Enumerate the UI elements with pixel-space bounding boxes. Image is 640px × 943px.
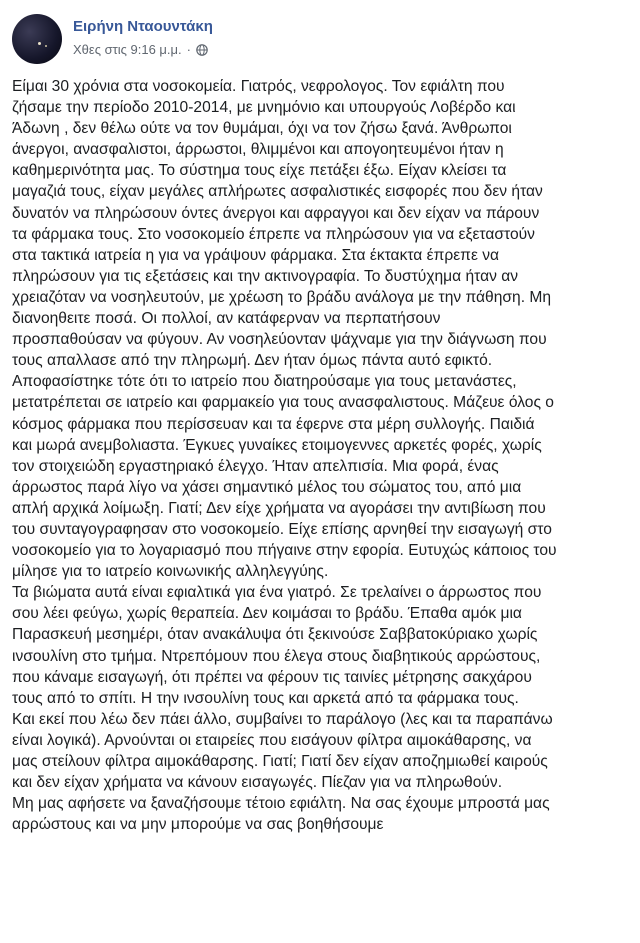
post-text-line: τους απαλλασε από την πληρωμή. Δεν ήταν όμως πάντα αυτό εφικτό. — [12, 352, 493, 370]
meta-separator: · — [186, 42, 191, 57]
post-text-line: τα φάρμακα τους. Στο νοσοκομείο έπρεπε να πληρώσουν για να εξεταστούν — [12, 225, 535, 243]
post-text-line: άνεργοι, ανασφαλιστοι, άρρωστοι, θλιμμένοι και απογοητευμένοι ήταν η — [12, 141, 504, 159]
post-text-line: Άδωνη , δεν θέλω ούτε να τον θυμάμαι, όχι να τον ζήσω ξανά. Άνθρωποι — [12, 120, 512, 138]
post-body — [12, 76, 628, 835]
post-text-line: ινσουλίνη στο τμήμα. Ντρεπόμουν που έλεγα στους διαβητικούς αρρώστους, — [12, 647, 541, 665]
post-timestamp[interactable]: Χθες στις 9:16 μ.μ. — [73, 42, 182, 57]
post-header — [12, 14, 628, 64]
post-text-line: χρειαζόταν να νοσηλευτούν, με χρέωση το βράδυ ανάλογα με την πάθηση. Μη — [12, 288, 552, 306]
post-text-line: και μωρά ανεμβολιαστα. Έγκυες γυναίκες ετοιμογεννες αρκετές φορές, χωρίς — [12, 436, 542, 454]
post-text-line: Παρασκευή μεσημέρι, όταν ανακάλυψα ότι ξεκινούσε Σαββατοκύριακο χωρίς — [12, 626, 538, 644]
post-text-line: τους από το σπίτι. Η την ινσουλίνη τους και αρκετά από τα φάρμακα τους. — [12, 689, 519, 707]
post-text-line: και δεν είχαν χρήματα να κάνουν εισαγωγές. Πίεζαν για να πληρωθούν. — [12, 774, 503, 792]
post-text-line: άρρωστος παρά λίγο να χάσει σημαντικό μέλος του σώματος του, από μια — [12, 478, 522, 496]
post-text-line: Μη μας αφήσετε να ξαναζήσουμε τέτοιο εφιάλτη. Να σας έχουμε μπροστά μας — [12, 795, 550, 813]
post-text-line: ζήσαμε την περίοδο 2010-2014, με μνημόνιο και υπουργούς Λοβέρδο και — [12, 99, 516, 117]
author-name[interactable]: Ειρήνη Νταουντάκη — [73, 18, 213, 35]
avatar-detail — [45, 45, 47, 47]
post-text-line: μετατρέπεται σε ιατρείο και φαρμακείο για τους ανασφαλιστους. Μάζευε όλος ο — [12, 394, 554, 412]
post-text-line: διανοηθειτε ποσά. Οι πολλοί, αν κατάφερναν να περπατήσουν — [12, 310, 441, 328]
post-text-line: του συνταγογραφησαν στο νοσοκομείο. Είχε επίσης αρνηθεί την εισαγωγή στο — [12, 520, 552, 538]
post-text-line: προσπαθούσαν να φύγουν. Αν νοσηλεύονταν ψάχναμε για την διάγνωση που — [12, 331, 547, 349]
post-text-line: που κάναμε εισαγωγή, ότι πρέπει να φέρουν τις ταινίες μέτρησης σακχάρου — [12, 668, 532, 686]
post-text-line: Και εκεί που λέω δεν πάει άλλο, συμβαίνει το παράλογο (λες και τα παραπάνω — [12, 710, 553, 728]
avatar-detail — [38, 42, 41, 45]
avatar[interactable] — [12, 14, 62, 64]
post-text-line: καθημερινότητα μας. Το σύστημα τους είχε πετάξει έξω. Είχαν κλείσει τα — [12, 162, 507, 180]
post-text-line: απλή αρχικά λοίμωξη. Γιατί; Δεν είχε χρήματα να αγοράσει την αντιβίωση που — [12, 499, 546, 517]
post-text-line: μίλησε για το ιατρείο κοινωνικής αλληλεγγύης. — [12, 563, 329, 581]
post-text-line: Τα βιώματα αυτά είναι εφιαλτικά για ένα γιατρό. Σε τρελαίνει ο άρρωστος που — [12, 584, 542, 602]
post-meta — [73, 42, 208, 57]
post-text-line: δυνατόν να πληρώσουν όντες άνεργοι και αφραγγοι και δεν είχαν να πάρουν — [12, 204, 540, 222]
post-text-line: νοσοκομείο για το λογαριασμό που πήγαινε στην εφορία. Ευτυχώς κάποιος του — [12, 542, 557, 560]
post-text-line: μας στείλουν φίλτρα αιμοκάθαρσης. Γιατί; Γιατί δεν είχαν αποζημιωθεί καιρούς — [12, 753, 548, 770]
post-text-line: πληρώσουν για τις εξετάσεις και την ακτινογραφία. Το δυστύχημα ήταν αν — [12, 267, 519, 285]
post-text-line: Αποφασίστηκε τότε ότι το ιατρείο που διατηρούσαμε για τους μετανάστες, — [12, 373, 517, 391]
post-text-line: Είμαι 30 χρόνια στα νοσοκομεία. Γιατρός, νεφρολογος. Τον εφιάλτη που — [12, 78, 505, 95]
post-text-line: τον στοιχειώδη εργαστηριακό έλεγχο. Ήταν απελπισία. Μια φορά, ένας — [12, 457, 499, 475]
post-text-line: σου λέει φεύγω, χωρίς θεραπεία. Δεν κοιμάσαι το βράδυ. Έπαθα αμόκ μια — [12, 605, 522, 623]
post-text-line: στα τακτικά ιατρεία η για να γράψουν φάρμακα. Στα έκτακτα έπρεπε να — [12, 246, 500, 264]
post-text-line: αρρώστους και να μην μπορούμε να σας βοηθήσουμε — [12, 816, 384, 834]
post-text-line: μαγαζιά τους, είχαν μεγάλες απλήρωτες ασφαλιστικές εισφορές που δεν ήταν — [12, 183, 543, 201]
post-text-line: κόσμος φάρμακα που περίσσευαν και τα έφερνε στα μέρη συλλογής. Παιδιά — [12, 415, 535, 433]
globe-icon[interactable] — [196, 44, 208, 56]
post-text-line: είναι λογικά). Αρνούνται οι εταιρείες που εισάγουν φίλτρα αιμοκάθαρσης, να — [12, 731, 532, 749]
